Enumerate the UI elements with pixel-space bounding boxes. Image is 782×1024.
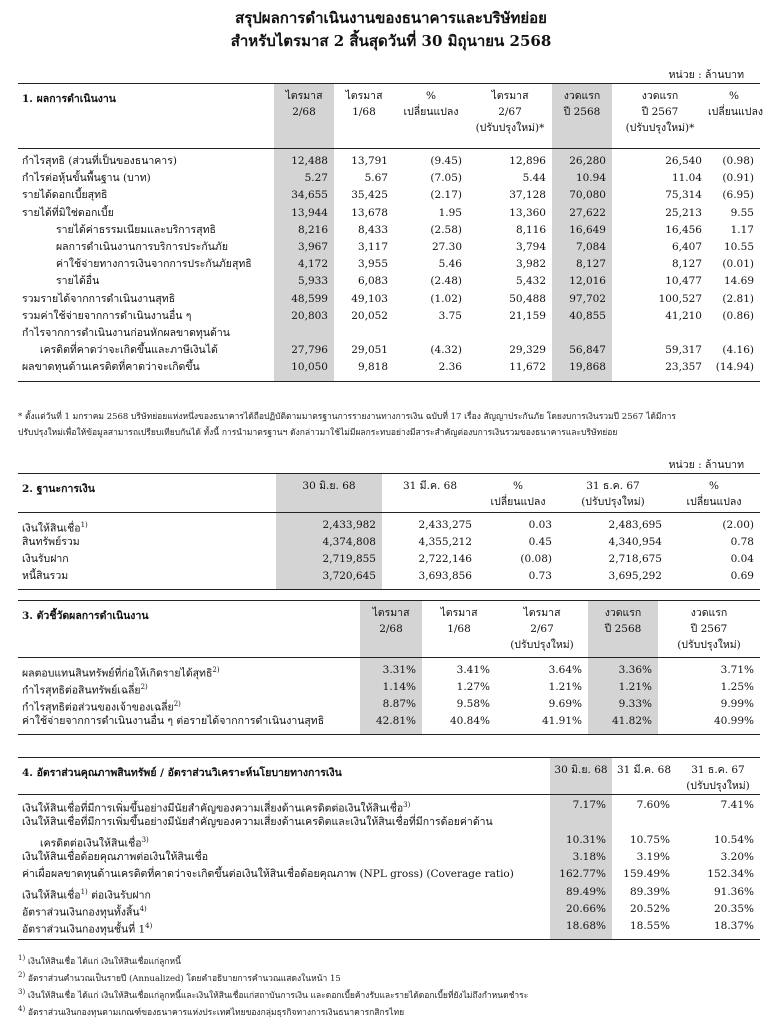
s4-section-title: 4. อัตราส่วนคุณภาพสินทรัพย์ / อัตราส่วนวิเคราะห์นโยบายทางการเงิน [22, 767, 342, 779]
s4-bottom-rule [18, 939, 760, 940]
table-row [18, 679, 760, 696]
s4-col-header-0: 30 มิ.ย. 68 [554, 764, 608, 776]
row-value: (9.45) [430, 155, 462, 167]
row-value: 4,340,954 [608, 536, 662, 548]
row-value: 1.27% [456, 681, 490, 693]
s2-col-header-1: 31 มี.ค. 68 [402, 480, 458, 492]
table-row [18, 551, 760, 568]
row-value: 21,159 [509, 309, 546, 322]
row-value: 35,425 [351, 189, 388, 202]
row-label: กำไรจากการดำเนินงานก่อนหักผลขาดทุนด้าน [22, 327, 230, 339]
footnote-3: $^{3)}$ เงินให้สินเชื่อ ได้แก่ เงินให้สินเชื่อแก่ลูกหนี้และเงินให้สินเชื่อแก่สถาบันการเงิน และดอกเบี้ยค้างรับและรายได้ดอกเบี้ยที่ยังไม่ถึงกำหนดชำระ [18, 988, 529, 1001]
row-value: 6,083 [357, 275, 388, 288]
row-value: 7.60% [636, 799, 670, 811]
row-value: 16,649 [569, 223, 606, 236]
row-value: 25,213 [665, 206, 702, 219]
row-value: 34,655 [291, 189, 328, 202]
row-label: ผลขาดทุนด้านเครดิตที่คาดว่าจะเกิดขึ้น [22, 361, 200, 374]
row-value: 2,483,695 [608, 519, 662, 531]
row-label: กำไรสุทธิต่อส่วนของเจ้าของเฉลี่ย$^{2)}$ [22, 700, 181, 714]
s4-col-header-1: 31 มี.ค. 68 [616, 764, 672, 776]
row-value: 10.54% [713, 833, 754, 846]
row-label: เงินรับฝาก [22, 553, 69, 565]
asset-quality-table [18, 757, 760, 939]
s2-section-title: 2. ฐานะการเงิน [22, 483, 95, 495]
row-label: เงินให้สินเชื่อที่มีการเพิ่มขึ้นอย่างมีนัยสำคัญของความเสี่ยงด้านเครดิตและเงินให้สินเชื่อที่มีการด้อยค่าด้าน [22, 816, 493, 829]
row-value: (2.48) [430, 275, 462, 288]
row-value: 152.34% [707, 868, 754, 881]
table-row [18, 662, 760, 679]
row-value: 3,982 [515, 258, 546, 271]
operating-results-table [18, 83, 764, 381]
row-label: กำไรสุทธิต่อสินทรัพย์เฉลี่ย$^{2)}$ [22, 683, 148, 697]
row-label: ค่าเผื่อผลขาดทุนด้านเครดิตที่คาดว่าจะเกิดขึ้นต่อเงินให้สินเชื่อด้อยคุณภาพ (NPL gross) (Coverage ratio) [22, 868, 514, 881]
row-value: 8,433 [357, 223, 388, 236]
table-row [18, 291, 760, 308]
s1-col-header-1: ไตรมาส 1/68 [345, 90, 383, 118]
row-value: 5.46 [438, 258, 462, 271]
row-value: (2.17) [430, 189, 462, 202]
table-row [18, 308, 760, 325]
row-value: 42.81% [375, 715, 416, 727]
footnote-1: $^{1)}$ เงินให้สินเชื่อ ได้แก่ เงินให้สินเชื่อแก่ลูกหนี้ [18, 954, 181, 967]
s2-col-header-3: 31 ธ.ค. 67 (ปรับปรุงใหม่) [581, 480, 645, 508]
row-label: ค่าใช้จ่ายทางการเงินจากการประกันภัยสุทธิ [56, 258, 252, 271]
row-value: 7.41% [720, 799, 754, 811]
row-value: 4,355,212 [418, 536, 472, 548]
row-value: 1.95 [438, 206, 462, 219]
s4-col-header-2: 31 ธ.ค. 67 (ปรับปรุงใหม่) [686, 764, 750, 792]
row-value: 7,084 [575, 241, 606, 253]
row-value: 18.68% [565, 920, 606, 933]
row-value: 2,433,982 [322, 519, 376, 531]
row-value: 18.37% [713, 920, 754, 933]
table-row [18, 170, 760, 187]
row-value: (6.95) [722, 189, 754, 202]
row-label: เงินให้สินเชื่อ$^{1)}$ ต่อเงินรับฝาก [22, 887, 151, 901]
row-value: 0.03 [528, 519, 552, 531]
row-label: อัตราส่วนเงินกองทุนทั้งสิ้น$^{4)}$ [22, 904, 147, 919]
table-row [18, 239, 760, 256]
row-value: 9.33% [618, 698, 652, 710]
table-row [18, 273, 760, 290]
table-row [18, 325, 760, 342]
row-value: 29,329 [509, 344, 546, 357]
row-value: (2.81) [722, 292, 754, 305]
row-value: (4.32) [430, 344, 462, 357]
row-value: 0.45 [528, 536, 552, 548]
row-value: 2,718,675 [608, 553, 662, 565]
row-value: 6,407 [671, 241, 702, 253]
row-value: 3.18% [572, 850, 606, 863]
s1-note-line-2: ปรับปรุงใหม่เพื่อให้ข้อมูลสามารถเปรียบเทียบกันได้ ทั้งนี้ การนำมาตรฐานฯ ดังกล่าวมาใช้ไม่มีผลกระทบอย่างมีสาระสำคัญต่องบการเงินรวมของธนาคารและบริษัทย่อย [18, 428, 618, 438]
row-value: 1.21% [618, 681, 652, 693]
row-value: 10.94 [575, 172, 606, 185]
row-value: 49,103 [351, 292, 388, 305]
row-label: รายได้ค่าธรรมเนียมและบริการสุทธิ [56, 223, 216, 236]
row-value: 13,360 [509, 206, 546, 219]
row-value: 19,868 [569, 361, 606, 374]
row-value: 9.55 [730, 206, 754, 219]
row-value: (0.91) [722, 172, 754, 185]
row-label: ผลการดำเนินงานการบริการประกันภัย [56, 241, 228, 253]
table-row [18, 256, 760, 273]
unit-label-1: หน่วย : ล้านบาท [668, 69, 744, 81]
row-value: 8,216 [297, 223, 328, 236]
row-value: 10.31% [565, 833, 606, 846]
row-value: 12,896 [509, 155, 546, 167]
row-value: 9,818 [357, 361, 388, 374]
row-value: 8,116 [515, 223, 546, 236]
row-value: 3.75 [438, 309, 462, 322]
row-value: 41,210 [665, 309, 702, 322]
row-label: เงินให้สินเชื่อด้อยคุณภาพต่อเงินให้สินเชื่อ [22, 850, 209, 863]
row-value: 3.36% [618, 664, 652, 676]
table-row [18, 568, 760, 585]
row-value: 14.69 [723, 275, 754, 288]
table-row [18, 534, 760, 551]
row-value: 7.17% [572, 799, 606, 811]
row-value: 159.49% [623, 868, 670, 881]
table-row [18, 797, 760, 814]
row-value: (0.08) [520, 553, 552, 565]
row-value: 0.78 [730, 536, 754, 548]
table-row [18, 342, 760, 359]
row-value: 40,855 [569, 309, 606, 322]
row-value: 9.58% [456, 698, 490, 710]
row-value: 13,678 [351, 206, 388, 219]
row-value: 0.73 [528, 570, 552, 582]
financial-position-table [18, 473, 760, 589]
row-value: 10.55 [723, 241, 754, 253]
row-label: รวมรายได้จากการดำเนินงานสุทธิ [22, 292, 176, 305]
row-label: ค่าใช้จ่ายจากการดำเนินงานอื่น ๆ ต่อรายได้จากการดำเนินงานสุทธิ [22, 715, 325, 727]
s2-col-header-4: % เปลี่ยนแปลง [686, 480, 742, 508]
s1-header [18, 83, 764, 149]
row-value: 162.77% [559, 868, 606, 881]
row-value: (0.98) [722, 155, 754, 167]
row-value: (2.58) [430, 223, 462, 236]
row-value: 10,477 [665, 275, 702, 288]
row-value: 23,357 [665, 361, 702, 374]
s3-bottom-rule [18, 734, 760, 735]
row-value: (14.94) [715, 361, 754, 374]
table-row [18, 901, 760, 918]
row-value: 20.35% [713, 902, 754, 915]
row-value: 5,432 [515, 275, 546, 288]
row-value: 8.87% [382, 698, 416, 710]
footnote-4: $^{4)}$ อัตราส่วนเงินกองทุนตามเกณฑ์ของธนาคารแห่งประเทศไทยของกลุ่มธุรกิจทางการเงินธนาคารกสิกรไทย [18, 1005, 405, 1018]
row-value: 26,280 [569, 155, 606, 167]
row-value: 3,967 [297, 241, 328, 253]
table-row [18, 832, 760, 849]
table-row [18, 866, 760, 883]
row-value: 56,847 [569, 344, 606, 357]
row-label: ผลตอบแทนสินทรัพย์ที่ก่อให้เกิดรายได้สุทธิ$^{2)}$ [22, 666, 220, 680]
table-row [18, 814, 760, 831]
s1-col-header-5: งวดแรก ปี 2567 (ปรับปรุงใหม่)* [625, 90, 695, 134]
table-row [18, 713, 760, 730]
row-value: 91.36% [713, 885, 754, 898]
row-label: เครดิตต่อเงินให้สินเชื่อ$^{3)}$ [40, 835, 149, 850]
row-value: 3,695,292 [608, 570, 662, 582]
row-value: 13,944 [291, 206, 328, 219]
s3-col-header-4: งวดแรก ปี 2567 (ปรับปรุงใหม่) [677, 607, 741, 651]
row-value: 8,127 [575, 258, 606, 271]
row-value: 20,052 [351, 309, 388, 322]
row-value: 29,051 [351, 344, 388, 357]
title-line-1: สรุปผลการดำเนินงานของธนาคารและบริษัทย่อย [235, 9, 547, 27]
row-value: 37,128 [509, 189, 546, 202]
row-value: (7.05) [430, 172, 462, 185]
s2-bottom-rule [18, 589, 760, 590]
row-value: 89.39% [629, 885, 670, 898]
row-label: รายได้อื่น [56, 275, 100, 288]
s2-col-header-0: 30 มิ.ย. 68 [302, 480, 356, 492]
s3-col-header-1: ไตรมาส 1/68 [440, 607, 478, 635]
table-row [18, 222, 760, 239]
table-row [18, 884, 760, 901]
row-value: (0.01) [722, 258, 754, 271]
row-value: 10.75% [629, 833, 670, 846]
s1-note-line-1: * ตั้งแต่วันที่ 1 มกราคม 2568 บริษัทย่อยแห่งหนึ่งของธนาคารได้ถือปฏิบัติตามมาตรฐานการรายงานทางการเงิน ฉบับที่ 17 เรื่อง สัญญาประกันภัย โดยงบการเงินรวมปี 2567 ได้มีการ [18, 412, 676, 422]
s3-header [18, 600, 760, 658]
row-value: 3,693,856 [418, 570, 472, 582]
s1-col-header-0: ไตรมาส 2/68 [285, 90, 323, 118]
row-value: 40.99% [713, 715, 754, 727]
row-value: 5,933 [297, 275, 328, 288]
row-value: 2.36 [438, 361, 462, 374]
row-value: 3.20% [720, 850, 754, 863]
row-value: 3.71% [720, 664, 754, 676]
row-value: 4,172 [297, 258, 328, 271]
row-value: (0.86) [722, 309, 754, 322]
row-value: (4.16) [722, 344, 754, 357]
s3-col-header-2: ไตรมาส 2/67 (ปรับปรุงใหม่) [510, 607, 574, 651]
table-row [18, 359, 760, 376]
row-value: 41.91% [541, 715, 582, 727]
row-value: 16,456 [665, 223, 702, 236]
row-label: เงินให้สินเชื่อ$^{1)}$ [22, 521, 88, 535]
row-value: 0.69 [730, 570, 754, 582]
row-value: 1.21% [548, 681, 582, 693]
unit-label-2: หน่วย : ล้านบาท [668, 459, 744, 471]
row-value: 8,127 [671, 258, 702, 271]
row-label: รายได้ดอกเบี้ยสุทธิ [22, 189, 108, 202]
row-value: 3,720,645 [322, 570, 376, 582]
row-value: 20.66% [565, 902, 606, 915]
row-value: 3.41% [456, 664, 490, 676]
s1-col-header-4: งวดแรก ปี 2568 [563, 90, 601, 118]
row-value: 75,314 [665, 189, 702, 202]
row-value: 3.31% [382, 664, 416, 676]
row-value: 26,540 [665, 155, 702, 167]
row-value: 41.82% [611, 715, 652, 727]
row-label: กำไรสุทธิ (ส่วนที่เป็นของธนาคาร) [22, 155, 177, 167]
row-value: 3,794 [515, 241, 546, 253]
row-value: 2,433,275 [418, 519, 472, 531]
s2-header [18, 473, 760, 513]
row-value: 97,702 [569, 292, 606, 305]
s3-section-title: 3. ตัวชี้วัดผลการดำเนินงาน [22, 610, 149, 622]
row-value: 70,080 [569, 189, 606, 202]
row-value: 2,719,855 [322, 553, 376, 565]
row-label: เงินให้สินเชื่อที่มีการเพิ่มขึ้นอย่างมีนัยสำคัญของความเสี่ยงด้านเครดิตต่อเงินให้สินเชื่อ$^{3)}$ [22, 801, 411, 815]
table-row [18, 205, 760, 222]
s1-section-title: 1. ผลการดำเนินงาน [22, 93, 116, 105]
row-value: 20.52% [629, 902, 670, 915]
row-value: 0.04 [730, 553, 754, 565]
row-value: 3,955 [357, 258, 388, 271]
row-value: 4,374,808 [322, 536, 376, 548]
row-value: 9.69% [548, 698, 582, 710]
row-value: 5.44 [522, 172, 546, 185]
table-row [18, 918, 760, 935]
row-label: สินทรัพย์รวม [22, 536, 80, 548]
row-value: 59,317 [665, 344, 702, 357]
row-value: 89.49% [565, 885, 606, 898]
s2-col-header-2: % เปลี่ยนแปลง [490, 480, 546, 508]
row-value: 10,050 [291, 361, 328, 374]
row-value: (1.02) [430, 292, 462, 305]
row-label: กำไรต่อหุ้นขั้นพื้นฐาน (บาท) [22, 172, 151, 185]
row-value: 40.84% [449, 715, 490, 727]
row-value: 1.25% [720, 681, 754, 693]
row-label: อัตราส่วนเงินกองทุนชั้นที่ 1$^{4)}$ [22, 922, 153, 936]
s1-col-header-6: % เปลี่ยนแปลง [708, 90, 764, 118]
row-value: 12,016 [569, 275, 606, 288]
table-row [18, 153, 760, 170]
row-value: 5.67 [364, 172, 388, 185]
row-value: 18.55% [629, 920, 670, 933]
table-row [18, 187, 760, 204]
row-label: รวมค่าใช้จ่ายจากการดำเนินงานอื่น ๆ [22, 309, 192, 322]
row-value: 27.30 [431, 241, 462, 253]
footnote-2: $^{2)}$ อัตราส่วนคำนวณเป็นรายปี (Annualized) โดยคำอธิบายการคำนวณแสดงในหน้า 15 [18, 971, 341, 984]
s1-bottom-rule [18, 381, 760, 382]
row-label: รายได้ที่มิใช่ดอกเบี้ย [22, 206, 114, 219]
row-value: 11,672 [509, 361, 546, 374]
row-value: 3.19% [636, 850, 670, 863]
row-value: 27,622 [569, 206, 606, 219]
table-row [18, 517, 760, 534]
row-value: 3,117 [357, 241, 388, 253]
row-value: (2.00) [722, 519, 754, 531]
row-value: 2,722,146 [418, 553, 472, 565]
s3-col-header-3: งวดแรก ปี 2568 [604, 607, 642, 635]
row-value: 5.27 [304, 172, 328, 185]
row-value: 27,796 [291, 344, 328, 357]
row-value: 20,803 [291, 309, 328, 322]
row-value: 50,488 [509, 292, 546, 305]
s3-col-header-0: ไตรมาส 2/68 [372, 607, 410, 635]
row-label: หนี้สินรวม [22, 570, 69, 582]
row-value: 13,791 [351, 155, 388, 167]
s4-header [18, 757, 760, 795]
row-value: 1.17 [730, 223, 754, 236]
table-row [18, 696, 760, 713]
s1-col-header-3: ไตรมาส 2/67 (ปรับปรุงใหม่)* [475, 90, 545, 134]
row-value: 1.14% [382, 681, 416, 693]
row-label: เครดิตที่คาดว่าจะเกิดขึ้นและภาษีเงินได้ [40, 344, 218, 357]
row-value: 12,488 [291, 155, 328, 167]
title-line-2: สำหรับไตรมาส 2 สิ้นสุดวันที่ 30 มิถุนายน 2568 [230, 32, 552, 50]
row-value: 48,599 [291, 292, 328, 305]
row-value: 100,527 [658, 292, 702, 305]
s1-col-header-2: % เปลี่ยนแปลง [403, 90, 459, 118]
row-value: 11.04 [671, 172, 702, 185]
row-value: 3.64% [548, 664, 582, 676]
performance-indicators-table [18, 600, 760, 734]
row-value: 9.99% [720, 698, 754, 710]
table-row [18, 849, 760, 866]
